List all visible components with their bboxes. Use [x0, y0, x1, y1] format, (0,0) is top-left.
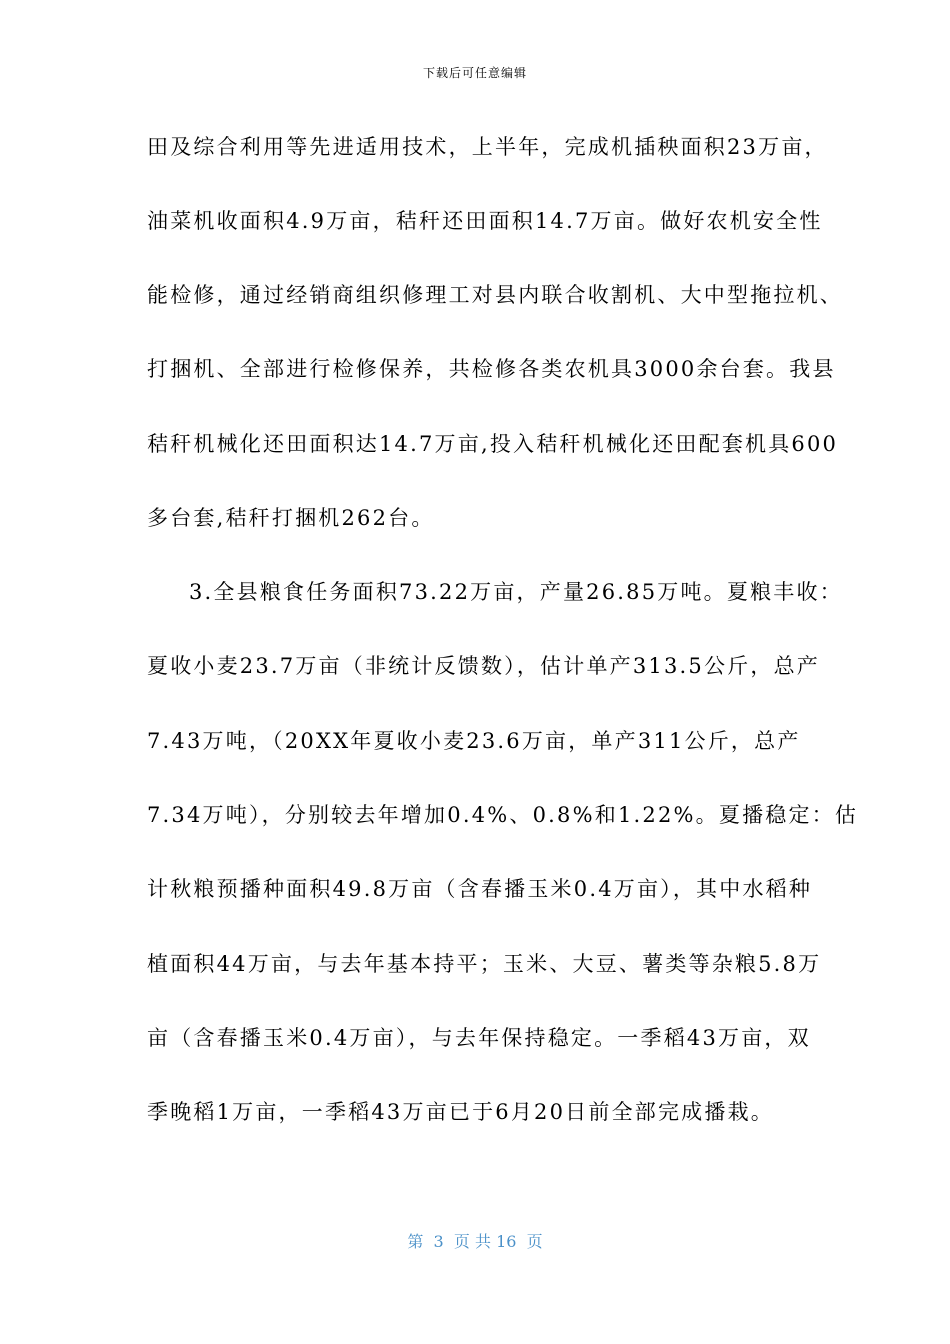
text-line: 多台套,秸秆打捆机262台。: [147, 506, 435, 530]
text-line: 7.34万吨），分别较去年增加0.4%、0.8%和1.22%。夏播稳定：估: [147, 803, 859, 827]
text-line: 打捆机、全部进行检修保养，共检修各类农机具3000余台套。我县: [147, 357, 836, 381]
header-note: 下载后可任意编辑: [422, 66, 527, 80]
paragraph-start-line: 3.全县粮食任务面积73.22万亩，产量26.85万吨。夏粮丰收：: [189, 580, 843, 604]
text-line: 7.43万吨，（20XX年夏收小麦23.6万亩，单产311公斤，总产: [147, 729, 801, 753]
text-line: 油菜机收面积4.9万亩，秸秆还田面积14.7万亩。做好农机安全性: [147, 209, 823, 233]
text-line: 亩（含春播玉米0.4万亩），与去年保持稳定。一季稻43万亩，双: [147, 1026, 811, 1050]
text-line: 季晚稻1万亩，一季稻43万亩已于6月20日前全部完成播栽。: [147, 1100, 774, 1124]
text-line: 计秋粮预播种面积49.8万亩（含春播玉米0.4万亩），其中水稻种: [147, 877, 813, 901]
page-number: 第 3 页 共 16 页: [407, 1232, 543, 1251]
text-line: 秸秆机械化还田面积达14.7万亩,投入秸秆机械化还田配套机具600: [147, 432, 839, 456]
text-line: 能检修，通过经销商组织修理工对县内联合收割机、大中型拖拉机、: [147, 283, 843, 307]
text-line: 植面积44万亩，与去年基本持平；玉米、大豆、薯类等杂粮5.8万: [147, 952, 822, 976]
text-line: 田及综合利用等先进适用技术，上半年，完成机插秧面积23万亩，: [147, 135, 828, 159]
text-line: 夏收小麦23.7万亩（非统计反馈数），估计单产313.5公斤，总产: [147, 654, 820, 678]
